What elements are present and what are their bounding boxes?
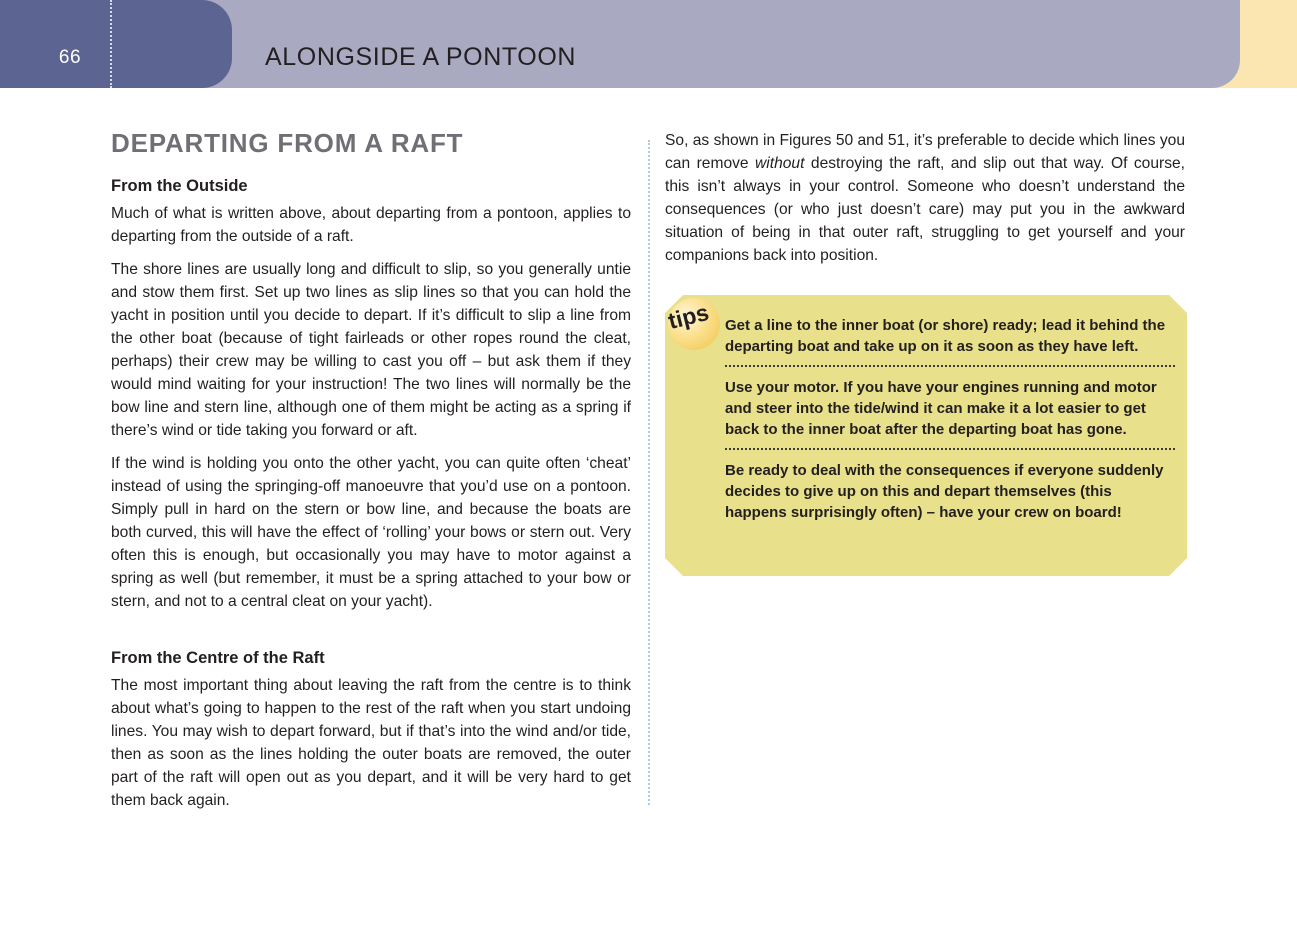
paragraph: [665, 129, 1185, 267]
tip-item: Get a line to the inner boat (or shore) ready; lead it behind the departing boat and take up on it as soon as they have left.: [725, 315, 1175, 367]
page-number: 66: [58, 47, 82, 68]
subheading-from-outside: From the Outside: [111, 177, 248, 195]
emphasis: without: [755, 155, 805, 172]
right-column: [665, 129, 1185, 277]
paragraph: The shore lines are usually long and difficult to slip, so you generally untie and stow them first. Set up two lines as slip lines so that you can hold the yacht in position until you decide to depart. If it’s difficult to slip a line from the other boat (because of tight fairleads or other ropes round the cleat, perhaps) their crew may be willing to cast you off – but ask them if they would mind waiting for your instruction! The two lines will normally be the bow line and stern line, although one of them might be acting as a spring if there’s wind or tide taking you forward or aft.: [111, 261, 631, 439]
paragraph: Much of what is written above, about departing from a pontoon, applies to departing from the outside of a raft.: [111, 205, 631, 245]
tips-list: [725, 315, 1175, 531]
spacer: [111, 623, 631, 647]
header-page-tab: [0, 0, 232, 88]
tip-item: Use your motor. If you have your engines running and motor and steer into the tide/wind it can make it a lot easier to get back to the inner boat after the departing boat has gone.: [725, 377, 1175, 450]
running-head: ALONGSIDE A PONTOON: [265, 43, 577, 71]
paragraph: If the wind is holding you onto the other yacht, you can quite often ‘cheat’ instead of using the springing-off manoeuvre that you’d use on a pontoon. Simply pull in hard on the stern or bow line, and because the boats are both curved, this will have the effect of ‘rolling’ your bows or stern out. Very often this is enough, but occasionally you may have to motor against a spring as well (but remember, it must be a spring attached to your bow or stern, and not to a central cleat on your yacht).: [111, 455, 631, 610]
section-title: DEPARTING FROM A RAFT: [111, 128, 464, 158]
column-divider: [648, 140, 650, 805]
text-run: destroying the raft, and slip out that way. Of course, this isn’t always in your control. Someone who doesn’t understand the consequences (or who just doesn’t care) may put you in the awkward situation of being in that outer raft, struggling to get yourself and your companions back into position.: [665, 155, 1185, 264]
subheading-from-centre: From the Centre of the Raft: [111, 649, 325, 667]
left-column: [111, 127, 631, 822]
tip-item: Be ready to deal with the consequences if everyone suddenly decides to give up on this and depart themselves (this happens surprisingly often) – have your crew on board!: [725, 462, 1164, 521]
tips-badge-label: tips: [665, 298, 712, 335]
paragraph: The most important thing about leaving the raft from the centre is to think about what’s going to happen to the rest of the raft when you start undoing lines. You may wish to depart forward, but if that’s into the wind and/or tide, then as soon as the lines holding the outer boats are removed, the outer part of the raft will open out as you depart, and it will be very hard to get them back again.: [111, 677, 631, 809]
header-dotted-rule: [110, 0, 112, 88]
text-run: So, as shown in Figures 50 and 51, it’s preferable to decide which lines you can remove: [665, 132, 1185, 172]
